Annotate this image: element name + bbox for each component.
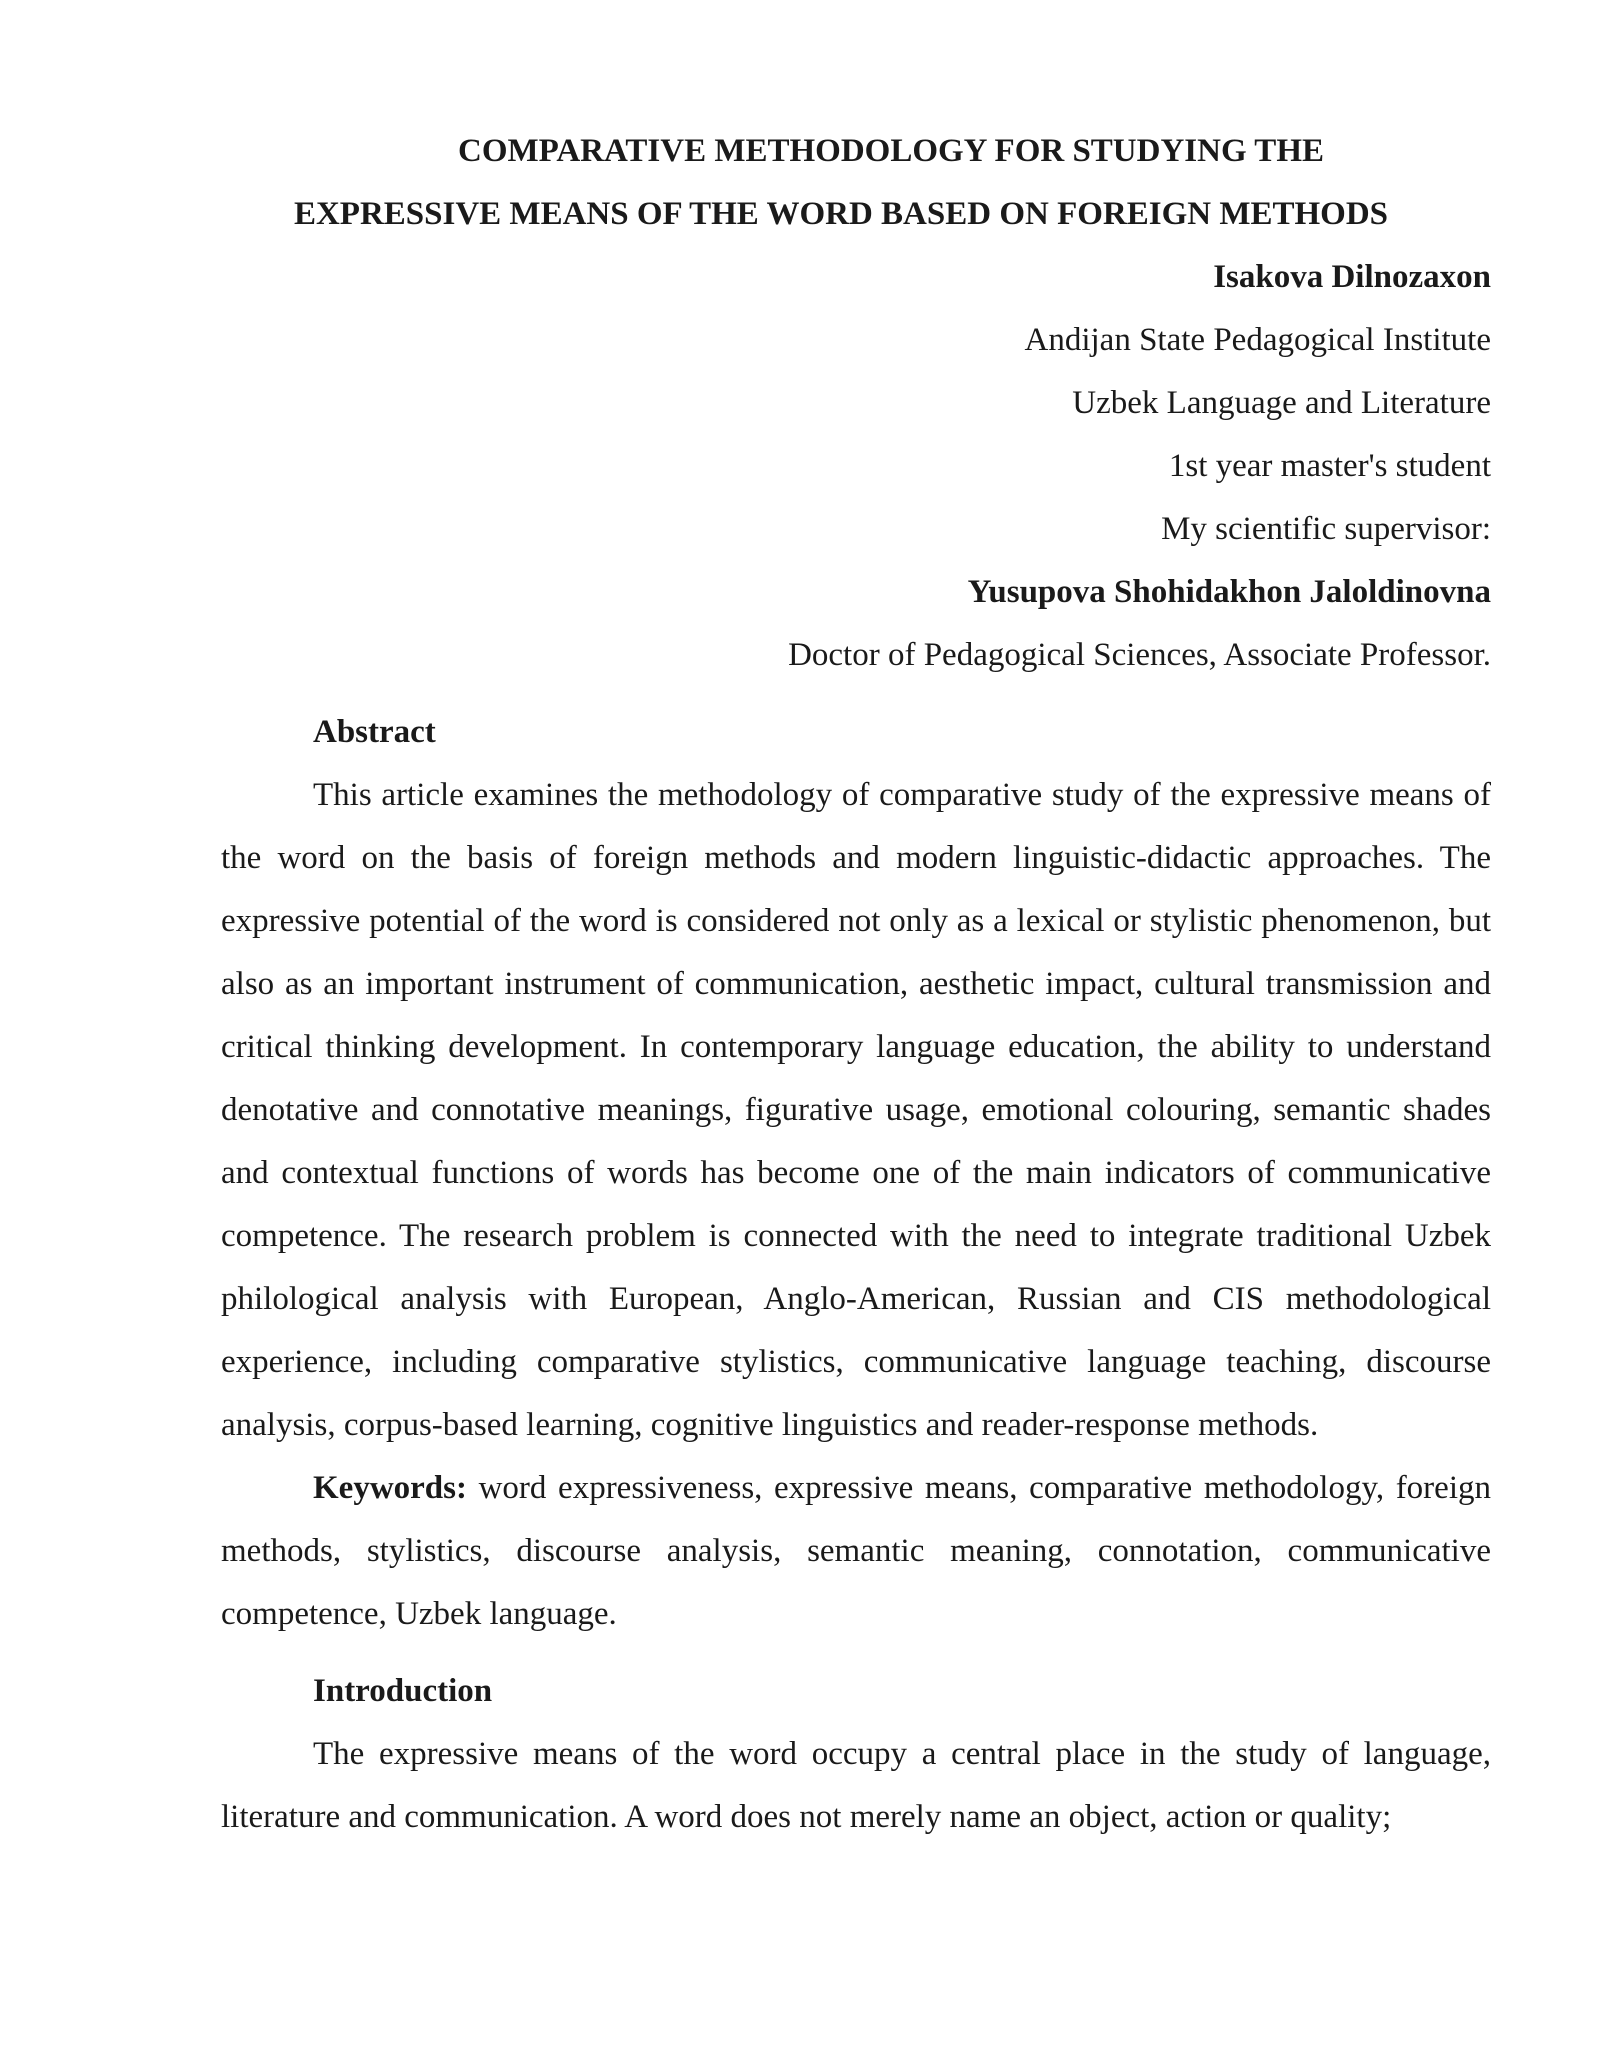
- author-department: Uzbek Language and Literature: [1072, 385, 1491, 421]
- keywords-label: Keywords:: [313, 1470, 467, 1506]
- introduction-heading: Introduction: [313, 1673, 493, 1709]
- keywords-text: word expressiveness, expressive means, comparative methodology, foreign methods, stylistics, discourse analysis, semantic meaning, connotation, communicative competence, Uzbek language.: [221, 1470, 1491, 1632]
- title-line-1: COMPARATIVE METHODOLOGY FOR STUDYING THE: [457, 133, 1324, 169]
- title-line-2: EXPRESSIVE MEANS OF THE WORD BASED ON FOREIGN METHODS: [293, 196, 1389, 232]
- document-page: [221, 120, 1491, 1849]
- author-institution: Andijan State Pedagogical Institute: [1024, 322, 1491, 358]
- abstract-heading: Abstract: [313, 714, 436, 750]
- introduction-paragraph: The expressive means of the word occupy a central place in the study of language, literature and communication. A word does not merely name an object, action or quality;: [221, 1736, 1491, 1835]
- author-status: 1st year master's student: [1168, 448, 1491, 484]
- supervisor-name: Yusupova Shohidakhon Jaloldinovna: [967, 574, 1491, 610]
- keywords-paragraph: [221, 1457, 1491, 1646]
- author-name: Isakova Dilnozaxon: [1213, 259, 1491, 295]
- abstract-paragraph: This article examines the methodology of comparative study of the expressive means of the word on the basis of foreign methods and modern linguistic-didactic approaches. The expressive potential of the word is considered not only as a lexical or stylistic phenomenon, but also as an important instrument of communication, aesthetic impact, cultural transmission and critical thinking development. In contemporary language education, the ability to understand denotative and connotative meanings, figurative usage, emotional colouring, semantic shades and contextual functions of words has become one of the main indicators of communicative competence. The research problem is connected with the need to integrate traditional Uzbek philological analysis with European, Anglo-American, Russian and CIS methodological experience, including comparative stylistics, communicative language teaching, discourse analysis, corpus-based learning, cognitive linguistics and reader-response methods.: [221, 777, 1491, 1443]
- author-block: [221, 246, 1491, 687]
- supervisor-title: Doctor of Pedagogical Sciences, Associate Professor.: [788, 637, 1491, 673]
- supervisor-label: My scientific supervisor:: [1161, 511, 1491, 547]
